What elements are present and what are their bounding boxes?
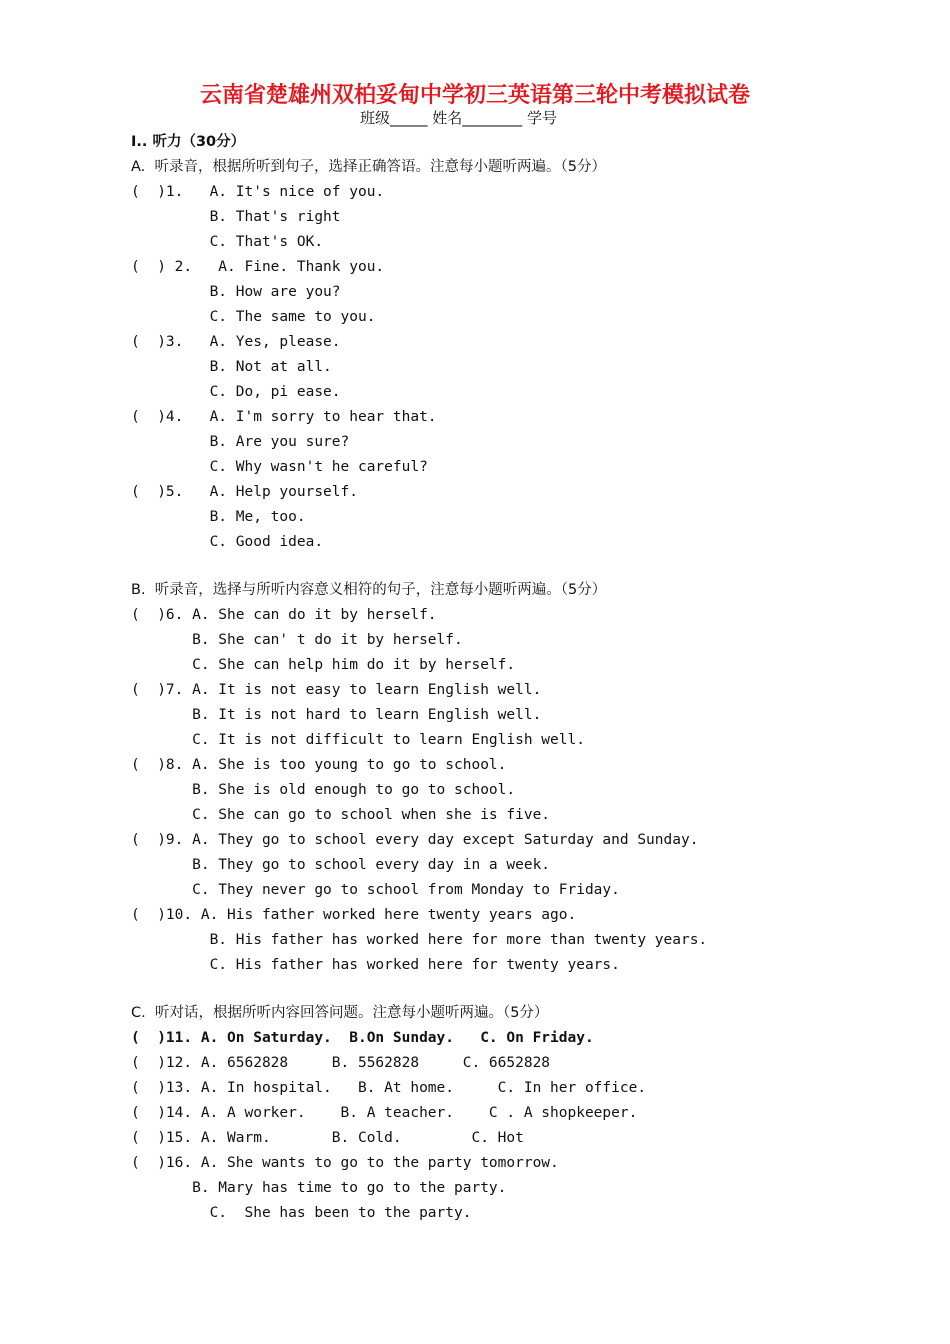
question-line: C. They never go to school from Monday to Friday.	[131, 882, 620, 898]
question-line: C. His father has worked here for twenty years.	[131, 957, 620, 973]
question-line: ( )7. A. It is not easy to learn English well.	[131, 682, 542, 698]
question-line: ( )10. A. His father worked here twenty years ago.	[131, 907, 577, 923]
part-b-instruction: B. 听录音，选择与所听内容意义相符的句子，注意每小题听两遍。（5分）	[131, 582, 607, 598]
question-line: B. Not at all.	[131, 359, 332, 375]
question-line: B. That's right	[131, 209, 341, 225]
question-line: C. That's OK.	[131, 234, 324, 250]
question-line: B. It is not hard to learn English well.	[131, 707, 542, 723]
question-line: B. Me, too.	[131, 509, 306, 525]
question-line: C. She can go to school when she is five.	[131, 807, 551, 823]
question-line: ( )4. A. I'm sorry to hear that.	[131, 409, 437, 425]
question-line: ( )11. A. On Saturday. B.On Sunday. C. On Friday.	[131, 1030, 594, 1046]
section-heading-listening: I.. 听力（30分）	[131, 134, 246, 150]
question-line: B. Are you sure?	[131, 434, 350, 450]
question-line: B. His father has worked here for more than twenty years.	[131, 932, 708, 948]
question-line: B. Mary has time to go to the party.	[131, 1180, 507, 1196]
question-line: ( )9. A. They go to school every day except Saturday and Sunday.	[131, 832, 699, 848]
question-line: C. The same to you.	[131, 309, 376, 325]
question-line: B. She is old enough to go to school.	[131, 782, 516, 798]
question-line: C. Why wasn't he careful?	[131, 459, 428, 475]
question-line: ( )6. A. She can do it by herself.	[131, 607, 437, 623]
question-line: ( )15. A. Warm. B. Cold. C. Hot	[131, 1130, 524, 1146]
question-line: ( )5. A. Help yourself.	[131, 484, 358, 500]
question-line: ( )14. A. A worker. B. A teacher. C . A shopkeeper.	[131, 1105, 638, 1121]
question-line: C. Do, pi ease.	[131, 384, 341, 400]
part-a-instruction: A. 听录音，根据所听到句子，选择正确答语。注意每小题听两遍。（5分）	[131, 159, 606, 175]
question-line: C. She has been to the party.	[131, 1205, 472, 1221]
part-c-instruction: C. 听对话，根据所听内容回答问题。注意每小题听两遍。（5分）	[131, 1005, 549, 1021]
exam-title: 云南省楚雄州双柏妥甸中学初三英语第三轮中考模拟试卷	[199, 82, 750, 108]
question-line: C. Good idea.	[131, 534, 324, 550]
question-line: ( )12. A. 6562828 B. 5562828 C. 6652828	[131, 1055, 551, 1071]
question-line: B. They go to school every day in a week.	[131, 857, 551, 873]
question-line: ( )13. A. In hospital. B. At home. C. In her office.	[131, 1080, 647, 1096]
student-info-line: 班级_____ 姓名________ 学号	[360, 109, 558, 127]
question-line: B. She can' t do it by herself.	[131, 632, 463, 648]
question-line: ( )1. A. It's nice of you.	[131, 184, 385, 200]
question-line: ( )8. A. She is too young to go to school.	[131, 757, 507, 773]
question-line: ( )3. A. Yes, please.	[131, 334, 341, 350]
question-line: ( ) 2. A. Fine. Thank you.	[131, 259, 385, 275]
question-line: C. She can help him do it by herself.	[131, 657, 516, 673]
question-line: ( )16. A. She wants to go to the party tomorrow.	[131, 1155, 559, 1171]
question-line: B. How are you?	[131, 284, 341, 300]
question-line: C. It is not difficult to learn English well.	[131, 732, 585, 748]
